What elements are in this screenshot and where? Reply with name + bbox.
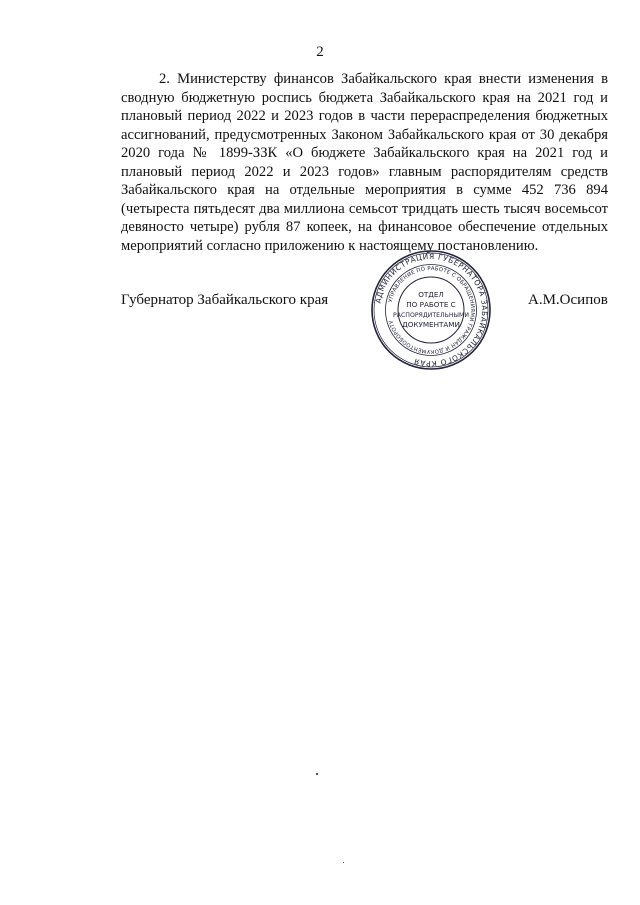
signature-name: А.М.Осипов: [528, 292, 608, 308]
scan-speck: [316, 773, 318, 775]
page-number: 2: [316, 44, 324, 60]
stamp-graphic: [370, 249, 492, 371]
stamp-middle-circle: [386, 265, 477, 356]
stamp-ring-textpath: АДМИНИСТРАЦИЯ ГУБЕРНАТОРА ЗАБАЙКАЛЬСКОГО КРАЯ: [373, 251, 490, 369]
scan-speck: [343, 862, 344, 863]
signature-title: Губернатор Забайкальского края: [121, 292, 329, 308]
stamp-center-line-1: ОТДЕЛ: [418, 290, 444, 299]
stamp-inner-circle: [398, 277, 464, 343]
stamp-inner-ring-text: [388, 266, 475, 354]
stamp-center-line-2: ПО РАБОТЕ С: [406, 300, 456, 309]
stamp-center-line-4: ДОКУМЕНТАМИ: [402, 320, 460, 329]
official-stamp: [370, 249, 492, 371]
stamp-inner-ring-textpath: УПРАВЛЕНИЕ ПО РАБОТЕ С ОБРАЩЕНИЯМИ ГРАЖДАН И ДОКУМЕНТООБОРОТУ: [387, 265, 476, 355]
body-paragraph: 2. Министерству финансов Забайкальского края внести изменения в сводную бюджетную роспись бюджета Забайкальского края на 2021 год и плановый период 2022 и 2023 годов в части перераспределения бюджетных ассигнований, предусмотренных Законом Забайкальского края от 30 декабря 2020 года № 1899-ЗЗК «О бюджете Забайкальского края на 2021 год и плановый период 2022 и 2023 годов» главным распорядителям средств Забайкальского края на отдельные мероприятия в сумме 452 736 894 (четыреста пятьдесят два миллиона семьсот тридцать шесть тысяч восемьсот девяносто четыре) рубля 87 копеек, на финансовое обеспечение отдельных мероприятий согласно приложению к настоящему постановлению.: [121, 71, 608, 254]
stamp-center-line-3: РАСПОРЯДИТЕЛЬНЫМИ: [393, 312, 469, 319]
